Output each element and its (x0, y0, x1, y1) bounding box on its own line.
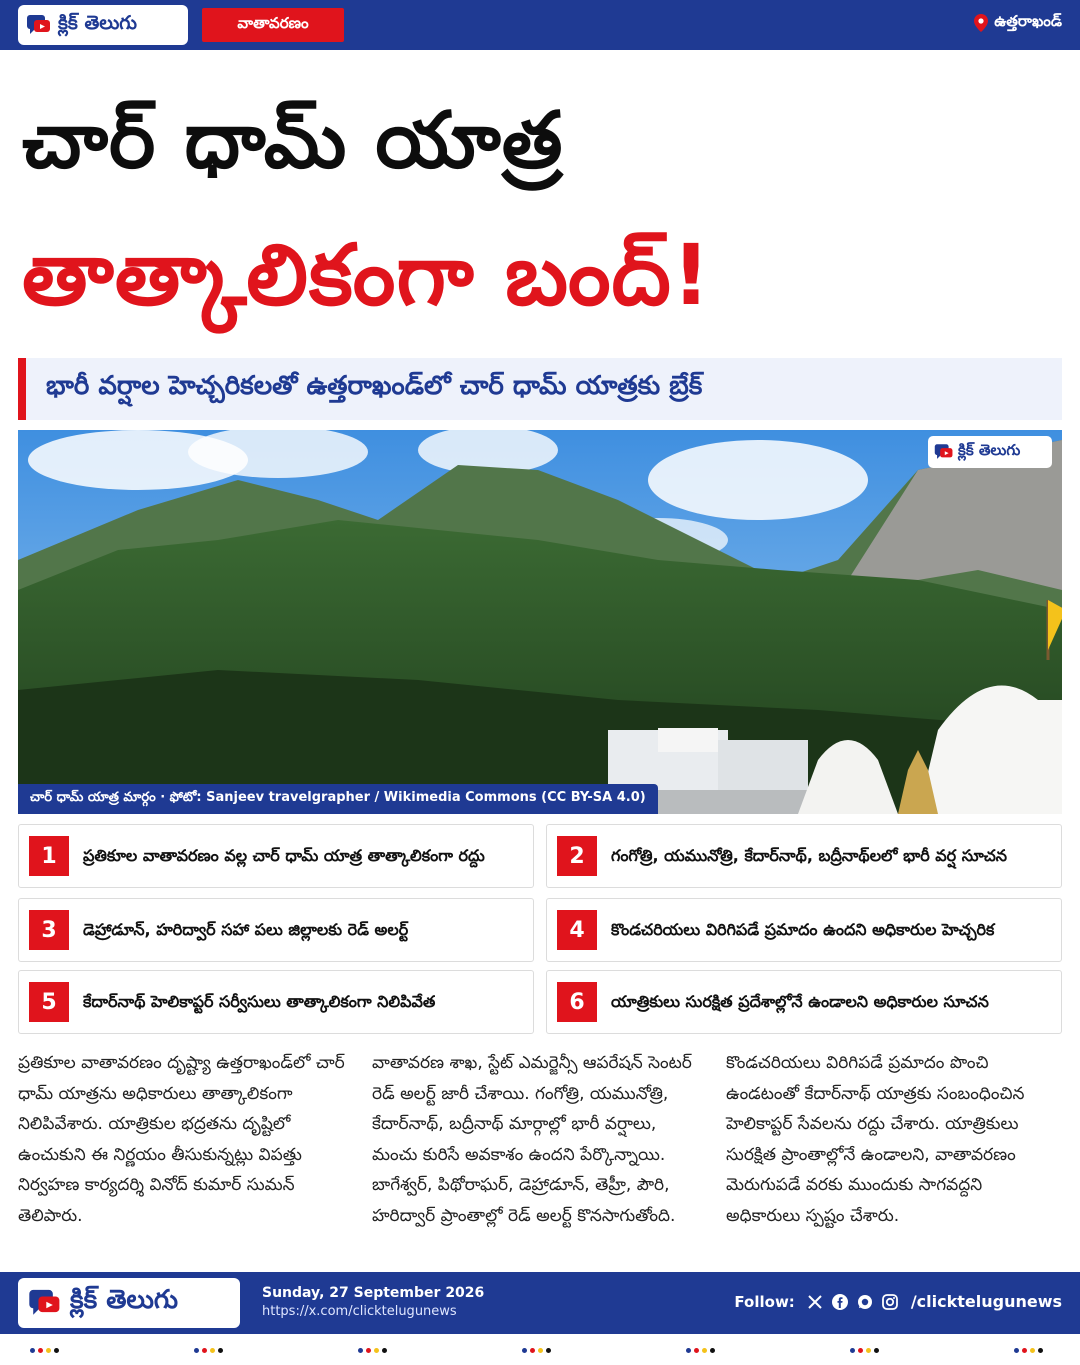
whatsapp-icon[interactable] (857, 1293, 874, 1310)
social-links (734, 1292, 1062, 1311)
point-text: ప్రతికూల వాతావరణం వల్ల చార్ ధామ్ యాత్ర తాత్కాలికంగా రద్దు (83, 846, 485, 865)
point-text: గంగోత్రి, యమునోత్రి, కేదార్‌నాథ్, బద్రీనాథ్‌లలో భారీ వర్ష సూచన (611, 846, 1008, 865)
point-text: యాత్రికులు సురక్షిత ప్రదేశాల్లోనే ఉండాలని అధికారుల సూచన (611, 992, 989, 1011)
key-point (546, 970, 1062, 1034)
point-number: 6 (557, 982, 597, 1022)
point-number: 2 (557, 836, 597, 876)
footer-handle[interactable]: /clicktelugunews (910, 1292, 1062, 1311)
dot-group (30, 1348, 59, 1353)
dot-group (194, 1348, 223, 1353)
photo-watermark-logo (928, 436, 1052, 468)
brand-name: క్లిక్ తెలుగు (58, 11, 137, 34)
section-tag[interactable]: వాతావరణం (202, 8, 344, 42)
footer-brand-logo[interactable] (18, 1278, 240, 1328)
dot-group (358, 1348, 387, 1353)
chat-logo-icon (934, 442, 954, 462)
decorative-dot-row (0, 1344, 1080, 1358)
point-number: 4 (557, 910, 597, 950)
dot-group (1014, 1348, 1043, 1353)
headline-line-2: తాత్కాలికంగా బంద్! (22, 226, 712, 324)
dot-group (522, 1348, 551, 1353)
location-label (974, 12, 1062, 34)
dot-group (686, 1348, 715, 1353)
article-photo (18, 430, 1062, 814)
key-point (546, 898, 1062, 962)
brand-logo[interactable] (18, 5, 188, 45)
chat-logo-icon (28, 1286, 62, 1320)
point-text: కేదార్‌నాథ్ హెలికాప్టర్ సర్వీసులు తాత్కాలికంగా నిలిపివేత (83, 992, 436, 1011)
mountain-landscape-image (18, 430, 1062, 814)
location-text: ఉత్తరాఖండ్ (994, 12, 1062, 30)
point-text: కొండచరియలు విరిగిపడే ప్రమాదం ఉందని అధికారుల హెచ్చరిక (611, 920, 995, 939)
article-column-3: కొండచరియలు విరిగిపడే ప్రమాదం పొంచి ఉండటంతో కేదార్‌నాథ్ యాత్రకు సంబంధించిన హెలికాప్టర్ సేవలను రద్దు చేశారు. యాత్రికులు సురక్షిత ప్రాంతాల్లోనే ఉండాలని, వాతావరణం మెరుగుపడే వరకు ముందుకు సాగవద్దని అధికారులు స్పష్టం చేశారు. (726, 1053, 1025, 1226)
subheading-text: భారీ వర్షాల హెచ్చరికలతో ఉత్తరాఖండ్‌లో చార్ ధామ్ యాత్రకు బ్రేక్ (46, 371, 703, 401)
chat-logo-icon (26, 12, 52, 38)
key-point (18, 970, 534, 1034)
x-icon[interactable] (807, 1293, 824, 1310)
location-pin-icon (974, 14, 988, 32)
headline-line-1: చార్ ధామ్ యాత్ర (22, 96, 564, 186)
footer-url-link[interactable]: https://x.com/clicktelugunews (262, 1304, 457, 1319)
key-point (18, 824, 534, 888)
article-column-1: ప్రతికూల వాతావరణం దృష్ట్యా ఉత్తరాఖండ్‌లో చార్ ధామ్ యాత్రను అధికారులు తాత్కాలికంగా నిలిపివేశారు. యాత్రికుల భద్రతను దృష్టిలో ఉంచుకుని ఈ నిర్ణయం తీసుకున్నట్లు విపత్తు నిర్వహణ కార్యదర్శి వినోద్ కుమార్ సుమన్ తెలిపారు. (18, 1053, 345, 1226)
key-point (546, 824, 1062, 888)
follow-label: Follow: (734, 1292, 795, 1311)
photo-watermark-text: క్లిక్ తెలుగు (958, 441, 1021, 459)
footer-bar (0, 1272, 1080, 1334)
key-point (18, 898, 534, 962)
article-column-2: వాతావరణ శాఖ, స్టేట్ ఎమర్జెన్సీ ఆపరేషన్ సెంటర్ రెడ్ అలర్ట్ జారీ చేశాయి. గంగోత్రి, యమునోత్రి, కేదార్‌నాథ్, బద్రీనాథ్ మార్గాల్లో భారీ వర్షాలు, మంచు కురిసే అవకాశం ఉందని పేర్కొన్నాయి. బాగేశ్వర్, పిథోరాఘర్, డెహ్రాడూన్, తెహ్రీ, పౌరి, హరిద్వార్ ప్రాంతాల్లో రెడ్ అలర్ట్ కొనసాగుతోంది. (372, 1053, 692, 1226)
point-text: డెహ్రాడూన్, హరిద్వార్ సహా పలు జిల్లాలకు రెడ్ అలర్ట్ (83, 920, 409, 939)
point-number: 5 (29, 982, 69, 1022)
subheading-bar (18, 358, 1062, 420)
point-number: 3 (29, 910, 69, 950)
dot-group (850, 1348, 879, 1353)
footer-date: Sunday, 27 September 2026 (262, 1285, 485, 1301)
top-bar (0, 0, 1080, 50)
instagram-icon[interactable] (882, 1293, 899, 1310)
point-number: 1 (29, 836, 69, 876)
footer-brand-name: క్లిక్ తెలుగు (70, 1285, 179, 1315)
photo-caption: చార్ ధామ్ యాత్ర మార్గం · ఫోటో: Sanjeev travelgrapher / Wikimedia Commons (CC BY-SA 4.0) (18, 784, 658, 814)
facebook-icon[interactable] (832, 1293, 849, 1310)
